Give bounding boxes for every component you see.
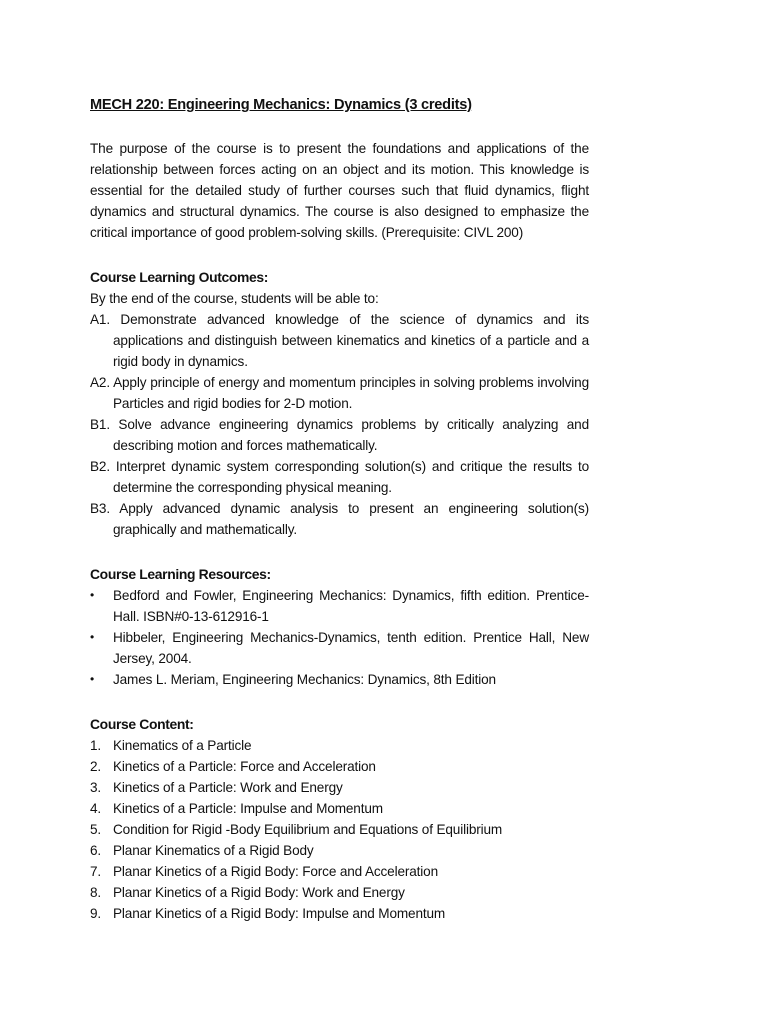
content-text: Kinetics of a Particle: Force and Acceleration (113, 759, 376, 774)
content-text: Kinetics of a Particle: Work and Energy (113, 780, 343, 795)
content-item (90, 777, 589, 798)
resource-text: James L. Meriam, Engineering Mechanics: Dynamics, 8th Edition (113, 672, 496, 687)
content-number: 6. (90, 843, 102, 858)
content-item (90, 756, 589, 777)
bullet-icon: • (90, 672, 95, 686)
resource-item (90, 669, 589, 690)
content-item (90, 840, 589, 861)
outcome-item (90, 414, 589, 456)
outcomes-heading: Course Learning Outcomes: (90, 269, 269, 285)
content-text: Planar Kinetics of a Rigid Body: Impulse and Momentum (113, 906, 446, 921)
content-number: 4. (90, 801, 102, 816)
outcome-code: A2. (90, 375, 110, 390)
content-number: 3. (90, 780, 102, 795)
content-text: Planar Kinematics of a Rigid Body (113, 843, 314, 858)
bullet-icon: • (90, 630, 95, 644)
outcome-item (90, 372, 589, 414)
content-item (90, 903, 589, 924)
outcome-text: Solve advance engineering dynamics problems by critically analyzing and describing motion and forces mathematically. (113, 417, 589, 453)
outcome-code: B1. (90, 417, 110, 432)
content-item (90, 798, 589, 819)
content-number: 1. (90, 738, 102, 753)
outcome-item (90, 456, 589, 498)
outcome-item (90, 498, 589, 540)
content-item (90, 735, 589, 756)
content-number: 5. (90, 822, 102, 837)
resource-item (90, 585, 589, 627)
bullet-icon: • (90, 588, 95, 602)
content-text: Kinematics of a Particle (113, 738, 252, 753)
content-number: 8. (90, 885, 102, 900)
outcome-text: Demonstrate advanced knowledge of the science of dynamics and its applications and distinguish between kinematics and kinetics of a particle and a rigid body in dynamics. (113, 312, 589, 369)
content-item (90, 882, 589, 903)
document-body (90, 96, 589, 924)
content-text: Kinetics of a Particle: Impulse and Momentum (113, 801, 383, 816)
content-heading: Course Content: (90, 716, 194, 732)
content-list (90, 735, 589, 924)
content-text: Planar Kinetics of a Rigid Body: Work and Energy (113, 885, 405, 900)
course-description: The purpose of the course is to present the foundations and applications of the relationship between forces acting on an object and its motion. This knowledge is essential for the detailed study of further courses such that fluid dynamics, flight dynamics and structural dynamics. The course is also designed to emphasize the critical importance of good problem-solving skills. (Prerequisite: CIVL 200) (90, 141, 589, 240)
content-number: 9. (90, 906, 102, 921)
resource-text: Bedford and Fowler, Engineering Mechanics: Dynamics, fifth edition. Prentice-Hall. ISBN#0-13-612916-1 (113, 588, 589, 624)
content-text: Planar Kinetics of a Rigid Body: Force and Acceleration (113, 864, 438, 879)
course-title: MECH 220: Engineering Mechanics: Dynamics (3 credits) (90, 97, 472, 113)
resource-item (90, 627, 589, 669)
outcome-item (90, 309, 589, 372)
outcomes-list (90, 309, 589, 540)
outcome-text: Apply principle of energy and momentum principles in solving problems involving Particles and rigid bodies for 2-D motion. (113, 375, 589, 411)
content-text: Condition for Rigid -Body Equilibrium and Equations of Equilibrium (113, 822, 503, 837)
content-item (90, 819, 589, 840)
resources-heading: Course Learning Resources: (90, 566, 271, 582)
outcome-code: A1. (90, 312, 110, 327)
resource-text: Hibbeler, Engineering Mechanics-Dynamics, tenth edition. Prentice Hall, New Jersey, 2004. (113, 630, 589, 666)
content-number: 2. (90, 759, 102, 774)
outcome-text: Apply advanced dynamic analysis to present an engineering solution(s) graphically and mathematically. (113, 501, 589, 537)
resources-list (90, 585, 589, 690)
outcome-text: Interpret dynamic system corresponding solution(s) and critique the results to determine the corresponding physical meaning. (113, 459, 589, 495)
outcome-code: B3. (90, 501, 110, 516)
content-number: 7. (90, 864, 102, 879)
outcome-code: B2. (90, 459, 110, 474)
outcomes-lead: By the end of the course, students will be able to: (90, 291, 379, 306)
content-item (90, 861, 589, 882)
